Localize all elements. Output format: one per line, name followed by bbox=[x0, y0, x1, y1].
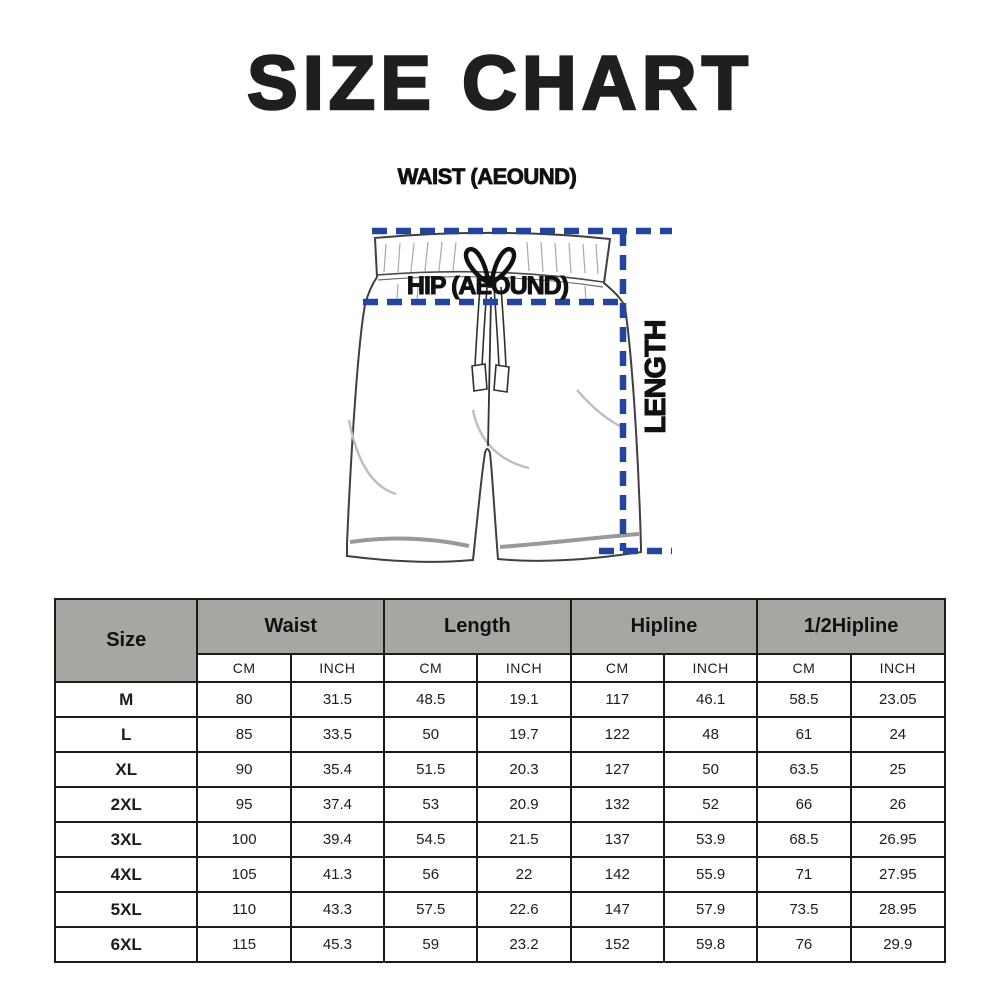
unit-header-cm: CM bbox=[197, 654, 290, 682]
group-header-hipline: Hipline bbox=[571, 599, 758, 654]
value-cell: 26.95 bbox=[851, 822, 945, 857]
value-cell: 85 bbox=[197, 717, 290, 752]
value-cell: 37.4 bbox=[291, 787, 384, 822]
hip-measure-label: HIP (AEOUND) bbox=[406, 272, 569, 300]
value-cell: 142 bbox=[571, 857, 664, 892]
value-cell: 80 bbox=[197, 682, 290, 717]
size-cell: 2XL bbox=[55, 787, 197, 822]
value-cell: 21.5 bbox=[477, 822, 570, 857]
page-title: SIZE CHART bbox=[247, 41, 753, 126]
value-cell: 59 bbox=[384, 927, 477, 962]
value-cell: 122 bbox=[571, 717, 664, 752]
unit-header-inch: INCH bbox=[291, 654, 384, 682]
value-cell: 90 bbox=[197, 752, 290, 787]
table-row bbox=[55, 787, 945, 822]
right-aglet bbox=[494, 365, 509, 392]
value-cell: 59.8 bbox=[664, 927, 757, 962]
value-cell: 27.95 bbox=[851, 857, 945, 892]
value-cell: 61 bbox=[757, 717, 850, 752]
unit-header-cm: CM bbox=[571, 654, 664, 682]
value-cell: 22 bbox=[477, 857, 570, 892]
value-cell: 137 bbox=[571, 822, 664, 857]
value-cell: 39.4 bbox=[291, 822, 384, 857]
size-table bbox=[54, 598, 946, 963]
value-cell: 132 bbox=[571, 787, 664, 822]
group-header-waist: Waist bbox=[197, 599, 384, 654]
value-cell: 25 bbox=[851, 752, 945, 787]
size-cell: 5XL bbox=[55, 892, 197, 927]
value-cell: 28.95 bbox=[851, 892, 945, 927]
value-cell: 58.5 bbox=[757, 682, 850, 717]
value-cell: 20.9 bbox=[477, 787, 570, 822]
length-measure-label: LENGTH bbox=[640, 320, 672, 434]
value-cell: 117 bbox=[571, 682, 664, 717]
value-cell: 57.9 bbox=[664, 892, 757, 927]
value-cell: 48 bbox=[664, 717, 757, 752]
unit-header-cm: CM bbox=[384, 654, 477, 682]
unit-header-cm: CM bbox=[757, 654, 850, 682]
value-cell: 41.3 bbox=[291, 857, 384, 892]
value-cell: 127 bbox=[571, 752, 664, 787]
value-cell: 56 bbox=[384, 857, 477, 892]
unit-header-inch: INCH bbox=[664, 654, 757, 682]
value-cell: 43.3 bbox=[291, 892, 384, 927]
group-header-length: Length bbox=[384, 599, 571, 654]
value-cell: 45.3 bbox=[291, 927, 384, 962]
value-cell: 52 bbox=[664, 787, 757, 822]
size-column-header: Size bbox=[55, 599, 197, 682]
value-cell: 22.6 bbox=[477, 892, 570, 927]
unit-header-inch: INCH bbox=[851, 654, 945, 682]
value-cell: 20.3 bbox=[477, 752, 570, 787]
value-cell: 53.9 bbox=[664, 822, 757, 857]
value-cell: 51.5 bbox=[384, 752, 477, 787]
value-cell: 29.9 bbox=[851, 927, 945, 962]
value-cell: 48.5 bbox=[384, 682, 477, 717]
value-cell: 76 bbox=[757, 927, 850, 962]
waist-measure-label: WAIST (AEOUND) bbox=[397, 164, 577, 189]
value-cell: 35.4 bbox=[291, 752, 384, 787]
value-cell: 19.7 bbox=[477, 717, 570, 752]
size-cell: M bbox=[55, 682, 197, 717]
value-cell: 54.5 bbox=[384, 822, 477, 857]
size-cell: L bbox=[55, 717, 197, 752]
value-cell: 31.5 bbox=[291, 682, 384, 717]
size-cell: 6XL bbox=[55, 927, 197, 962]
group-header-row bbox=[55, 599, 945, 654]
table-row bbox=[55, 717, 945, 752]
value-cell: 100 bbox=[197, 822, 290, 857]
value-cell: 19.1 bbox=[477, 682, 570, 717]
table-row bbox=[55, 857, 945, 892]
value-cell: 105 bbox=[197, 857, 290, 892]
value-cell: 152 bbox=[571, 927, 664, 962]
value-cell: 147 bbox=[571, 892, 664, 927]
value-cell: 50 bbox=[664, 752, 757, 787]
table-row bbox=[55, 682, 945, 717]
size-cell: XL bbox=[55, 752, 197, 787]
value-cell: 46.1 bbox=[664, 682, 757, 717]
table-row bbox=[55, 752, 945, 787]
size-cell: 3XL bbox=[55, 822, 197, 857]
value-cell: 95 bbox=[197, 787, 290, 822]
value-cell: 66 bbox=[757, 787, 850, 822]
value-cell: 50 bbox=[384, 717, 477, 752]
value-cell: 23.05 bbox=[851, 682, 945, 717]
value-cell: 110 bbox=[197, 892, 290, 927]
unit-header-inch: INCH bbox=[477, 654, 570, 682]
value-cell: 33.5 bbox=[291, 717, 384, 752]
value-cell: 55.9 bbox=[664, 857, 757, 892]
value-cell: 68.5 bbox=[757, 822, 850, 857]
value-cell: 115 bbox=[197, 927, 290, 962]
value-cell: 71 bbox=[757, 857, 850, 892]
size-cell: 4XL bbox=[55, 857, 197, 892]
table-row bbox=[55, 927, 945, 962]
value-cell: 23.2 bbox=[477, 927, 570, 962]
value-cell: 57.5 bbox=[384, 892, 477, 927]
value-cell: 73.5 bbox=[757, 892, 850, 927]
group-header-half-hipline: 1/2Hipline bbox=[757, 599, 945, 654]
value-cell: 26 bbox=[851, 787, 945, 822]
value-cell: 63.5 bbox=[757, 752, 850, 787]
table-row bbox=[55, 892, 945, 927]
value-cell: 24 bbox=[851, 717, 945, 752]
value-cell: 53 bbox=[384, 787, 477, 822]
table-row bbox=[55, 822, 945, 857]
left-aglet bbox=[472, 364, 487, 391]
